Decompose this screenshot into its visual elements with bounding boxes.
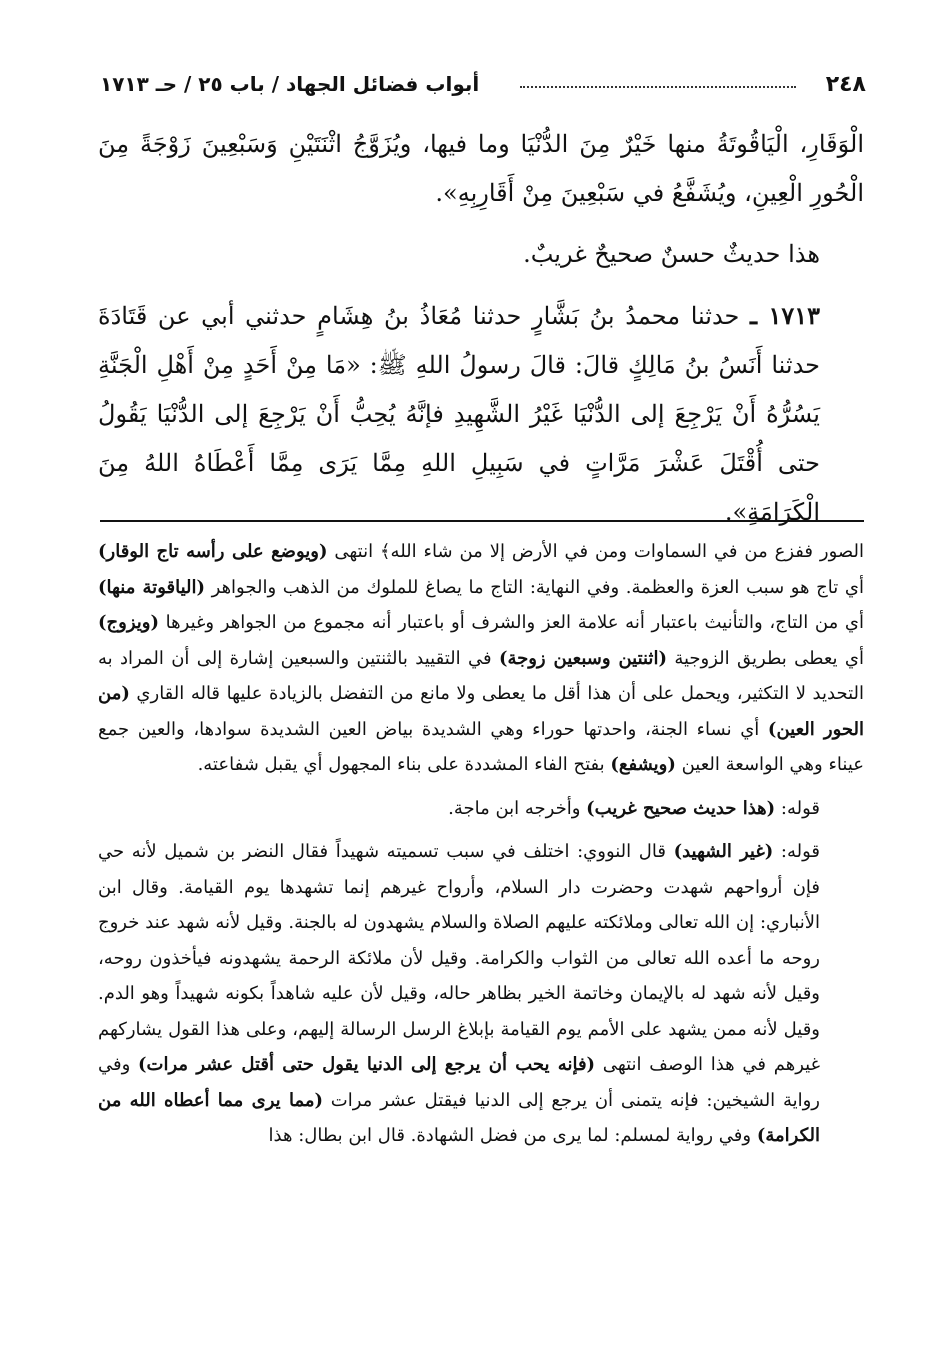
commentary-lemma: (ويوضع على رأسه تاج الوقار) [98,541,328,562]
commentary-lemma: (هذا حديث صحيح غريب) [586,797,776,819]
page-header [100,66,866,106]
commentary-text: وأخرجه ابن ماجة. [448,797,587,819]
commentary-text: بفتح الفاء المشددة على بناء المجهول أي يقبل شفاعته. [197,754,611,775]
commentary-lemma: (الياقوتة منها) [98,576,206,598]
commentary-lemma: (ويزوج) [98,612,159,633]
commentary-text: وفي رواية لمسلم: لما يرى من فضل الشهادة. قال ابن بطال: هذا [268,1125,757,1146]
hadith-continuation: الْوَقَارِ، الْيَاقُوتَةُ منها خَيْرٌ مِنَ الدُّنْيَا وما فيها، ويُزَوَّجُ اثْنَتَيْنِ وَسَبْعِينَ زَوْجَةً مِنَ الْحُورِ الْعِينِ، ويُشَفَّعُ في سَبْعِينَ مِنْ أَقَارِبِهِ». [98,130,864,207]
running-title: أبواب فضائل الجهاد / باب ٢٥ / حـ ١٧١٣ [100,72,480,96]
commentary-lemma: (من الحور العين) [98,683,864,740]
commentary-text: أي يعطى بطريق الزوجية [666,647,864,669]
hadith-1713 [98,291,864,537]
commentary-lemma: (ويشفع) [610,754,676,775]
page-number: ٢٤٨ [825,72,866,97]
commentary-lemma: (مما يرى مما أعطاه الله من الكرامة) [98,1089,820,1146]
footnote-divider [100,520,864,522]
commentary-paragraph [98,834,864,1154]
commentary-paragraph [98,534,864,783]
commentary [98,534,864,1154]
commentary-text: في التقييد بالثنتين والسبعين إشارة إلى أن المراد به التحديد لا التكثير، ويحمل على أن هذا أقل ما يعطى ولا مانع من التفضل بالزيادة عليها قاله القاري [98,647,864,704]
commentary-text: أي نساء الجنة، واحدتها حوراء وهي الشديدة بياض العين الشديدة سوادها، والعين جمع عيناء وهي الواسعة العين [98,718,864,775]
dotted-leader [520,86,796,88]
commentary-lemma: (اثنتين وسبعين زوجة) [498,647,667,669]
hadith-text: حدثنا محمدُ بنُ بَشَّارٍ حدثنا مُعَاذُ بنُ هِشَامٍ حدثني أبي عن قَتَادَةَ حدثنا أَنَسُ بنُ مَالِكٍ قالَ: قالَ رسولُ اللهِ ﷺ: «مَا مِنْ أَحَدٍ مِنْ أَهْلِ الْجَنَّةِ يَسُرُّهُ أَنْ يَرْجِعَ إلى الدُّنْيَا غَيْرُ الشَّهِيدِ فإنَّهُ يُحِبُّ أَنْ يَرْجِعَ إلى الدُّنْيَا يَقُولُ حتى أُقْتَلَ عَشْرَ مَرَّاتٍ في سَبِيلِ اللهِ مِمَّا يَرَى مِمَّا أَعْطَاهُ اللهُ مِنَ الْكَرَامَةِ». [98,302,820,526]
commentary-lemma: (غير الشهيد) [673,841,774,862]
hadith-number: ١٧١٣ ـ [750,301,820,330]
commentary-text: الصور ففزع من في السماوات ومن في الأرض إلا من شاء الله﴾ انتهى [327,541,864,562]
commentary-lemma: (فإنه يحب أن يرجع إلى الدنيا يقول حتى أقتل عشر مرات) [138,1054,596,1075]
hadith-grading: هذا حديثٌ حسنٌ صحيحٌ غريبٌ. [523,240,820,268]
commentary-text: قوله: [773,841,821,862]
commentary-text: أي من التاج، والتأنيث باعتبار أنه علامة العز والشرف أو باعتبار أنه مجموع من الجواهر وغيرها [158,612,864,633]
commentary-text: قوله: [775,797,820,819]
commentary-paragraph [98,791,864,827]
commentary-text: وفي رواية الشيخين: فإنه يتمنى أن يرجع إلى الدنيا فيقتل عشر مرات [98,1054,820,1111]
commentary-text: قال النووي: اختلف في سبب تسميته شهيداً فقال النضر بن شميل لأنه حي فإن أرواحهم شهدت وحضرت دار السلام، وأرواح غيرهم إنما تشهدها يوم القيامة. وقال ابن الأنباري: إن الله تعالى وملائكته عليهم الصلاة والسلام يشهدون له بالجنة. وقيل لأنه شهد عند خروج روحه ما أعده الله تعالى من الثواب والكرامة. وقيل لأن ملائكة الرحمة يشهدونه فيأخذون روحه، وقيل لأنه شهد له بالإيمان وخاتمة الخير بظاهر حاله، وقيل لأن عليه شاهداً بكونه شهيداً وهو الدم. وقيل لأنه ممن يشهد على الأمم يوم القيامة بإبلاغ الرسل الرسالة إليهم، وعلى هذا القول يشاركهم غيرهم في هذا الوصف انتهى [98,841,820,1075]
commentary-text: أي تاج هو سبب العزة والعظمة. وفي النهاية: التاج ما يصاغ للملوك من الذهب والجواهر [205,576,864,598]
main-text [98,120,864,537]
